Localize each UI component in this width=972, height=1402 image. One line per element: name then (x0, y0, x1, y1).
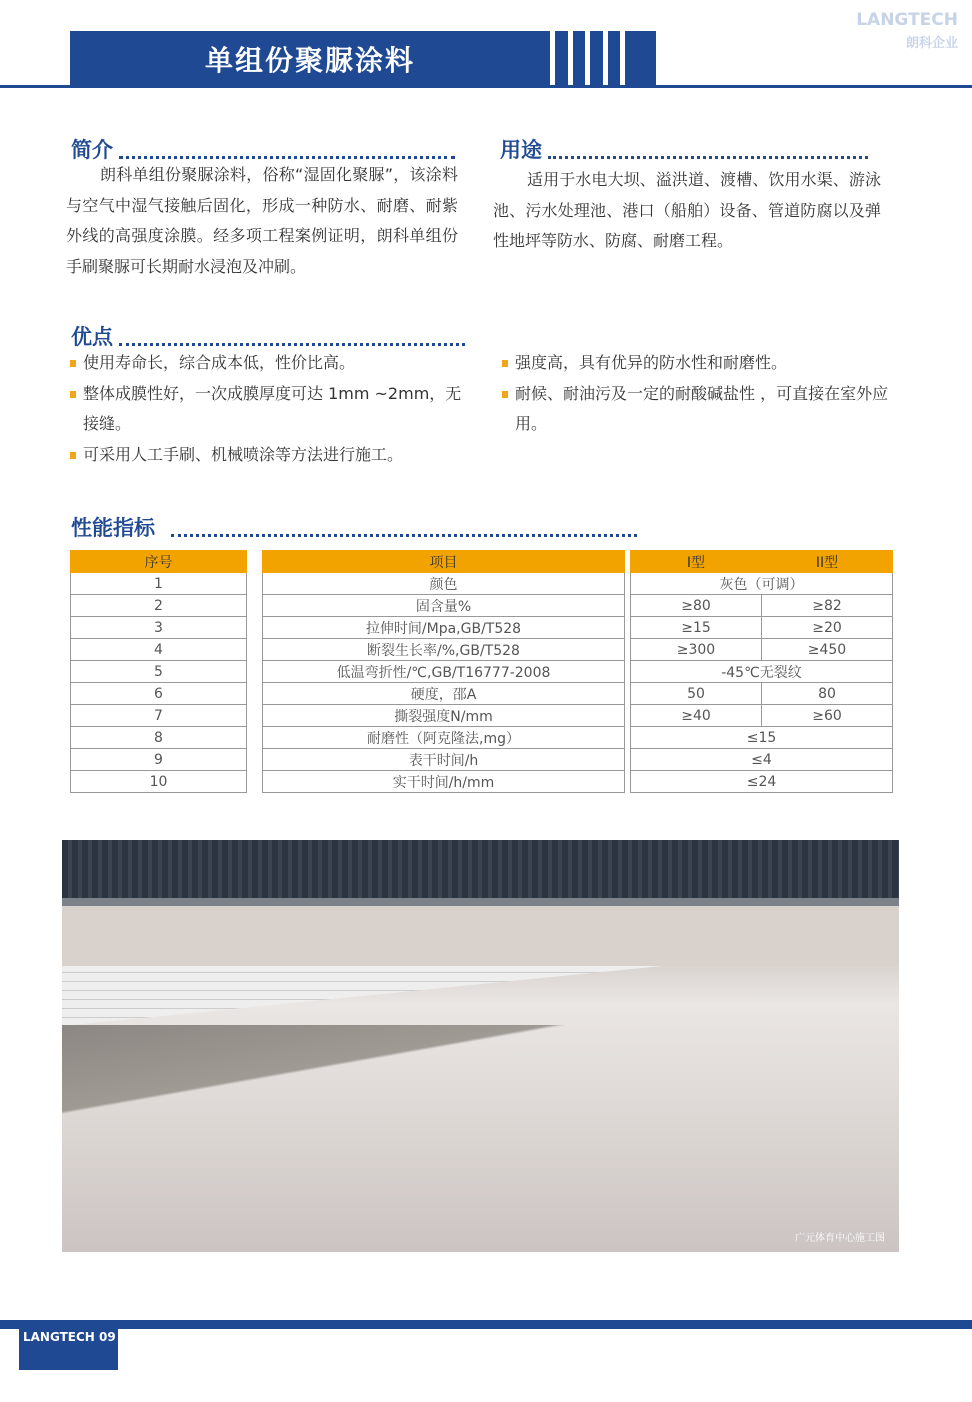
usage-section (500, 134, 868, 164)
row-item: 耐磨性（阿克隆法,mg） (263, 727, 625, 749)
advantages-heading: 优点 (71, 321, 465, 351)
table-row (71, 683, 247, 705)
advantages-left (70, 348, 475, 470)
table-row (71, 727, 247, 749)
header-type-1: I型 (631, 551, 762, 573)
advantages-right (502, 348, 894, 440)
advantage-item: 可采用人工手刷、机械喷涂等方法进行施工。 (70, 440, 475, 471)
page-number-box (19, 1320, 118, 1370)
row-item: 硬度，邵A (263, 683, 625, 705)
row-number: 7 (71, 705, 247, 727)
brand-logo (856, 10, 958, 51)
row-number: 5 (71, 661, 247, 683)
row-value: ≤4 (631, 749, 893, 771)
footer-brand: LANGTECH (23, 1330, 95, 1344)
row-number: 1 (71, 573, 247, 595)
footer-rule (0, 1320, 972, 1329)
row-item: 固含量% (263, 595, 625, 617)
row-value: 灰色（可调） (631, 573, 893, 595)
advantages-section (71, 321, 465, 351)
table-row (71, 617, 247, 639)
page-title: 单组份聚脲涂料 (204, 44, 415, 77)
header-item: 项目 (263, 551, 625, 573)
usage-text: 适用于水电大坝、溢洪道、渡槽、饮用水渠、游泳池、污水处理池、港口（船舶）设备、管道防腐以及弹性地坪等防水、防腐、耐磨工程。 (493, 170, 881, 250)
specs-item-column (262, 550, 625, 793)
advantage-item: 使用寿命长，综合成本低，性价比高。 (70, 348, 475, 379)
table-row (71, 639, 247, 661)
row-item: 颜色 (263, 573, 625, 595)
specs-no-column (70, 550, 247, 793)
logo-cn: 朗科企业 (905, 36, 958, 51)
usage-heading: 用途 (500, 134, 868, 164)
row-item: 断裂生长率/%,GB/T528 (263, 639, 625, 661)
advantage-item: 强度高，具有优异的防水性和耐磨性。 (502, 348, 894, 379)
header-type-2: II型 (762, 551, 893, 573)
intro-text: 朗科单组份聚脲涂料，俗称“湿固化聚脲”，该涂料与空气中湿气接触后固化，形成一种防水、耐磨、耐紫外线的高强度涂膜。经多项工程案例证明，朗科单组份手刷聚脲可长期耐水浸泡及冲刷。 (66, 165, 458, 276)
table-row (71, 705, 247, 727)
row-value-type-1: ≥40 (631, 705, 762, 727)
header-no: 序号 (71, 551, 247, 573)
title-stripes (538, 31, 656, 88)
construction-photo (62, 840, 899, 1252)
row-value-type-2: ≥450 (762, 639, 893, 661)
row-number: 6 (71, 683, 247, 705)
row-value-type-2: 80 (762, 683, 893, 705)
row-value-type-2: ≥20 (762, 617, 893, 639)
table-row (71, 595, 247, 617)
row-value-type-2: ≥60 (762, 705, 893, 727)
advantage-item: 耐候、耐油污及一定的耐酸碱盐性 ，可直接在室外应用。 (502, 379, 894, 440)
table-row (71, 771, 247, 793)
specs-section (71, 512, 637, 542)
table-row (71, 661, 247, 683)
row-number: 3 (71, 617, 247, 639)
page-number: 09 (99, 1330, 116, 1344)
row-value-type-1: ≥300 (631, 639, 762, 661)
photo-caption: 广元体育中心施工图 (795, 1233, 885, 1244)
row-number: 4 (71, 639, 247, 661)
row-value: -45℃无裂纹 (631, 661, 893, 683)
row-item: 实干时间/h/mm (263, 771, 625, 793)
specs-heading: 性能指标 (71, 512, 637, 542)
row-item: 拉伸时间/Mpa,GB/T528 (263, 617, 625, 639)
row-item: 低温弯折性/℃,GB/T16777-2008 (263, 661, 625, 683)
row-number: 10 (71, 771, 247, 793)
row-number: 2 (71, 595, 247, 617)
row-number: 8 (71, 727, 247, 749)
table-row (71, 749, 247, 771)
row-value-type-1: ≥80 (631, 595, 762, 617)
row-item: 表干时间/h (263, 749, 625, 771)
specs-values-column (630, 550, 893, 793)
row-value: ≤15 (631, 727, 893, 749)
advantage-item: 整体成膜性好，一次成膜厚度可达 1mm ~2mm，无接缝。 (70, 379, 475, 440)
row-value-type-1: 50 (631, 683, 762, 705)
row-number: 9 (71, 749, 247, 771)
row-value-type-2: ≥82 (762, 595, 893, 617)
logo-en: LANGTECH (856, 10, 958, 30)
intro-heading: 简介 (71, 134, 455, 164)
row-value: ≤24 (631, 771, 893, 793)
row-value-type-1: ≥15 (631, 617, 762, 639)
table-row (71, 573, 247, 595)
row-item: 撕裂强度N/mm (263, 705, 625, 727)
